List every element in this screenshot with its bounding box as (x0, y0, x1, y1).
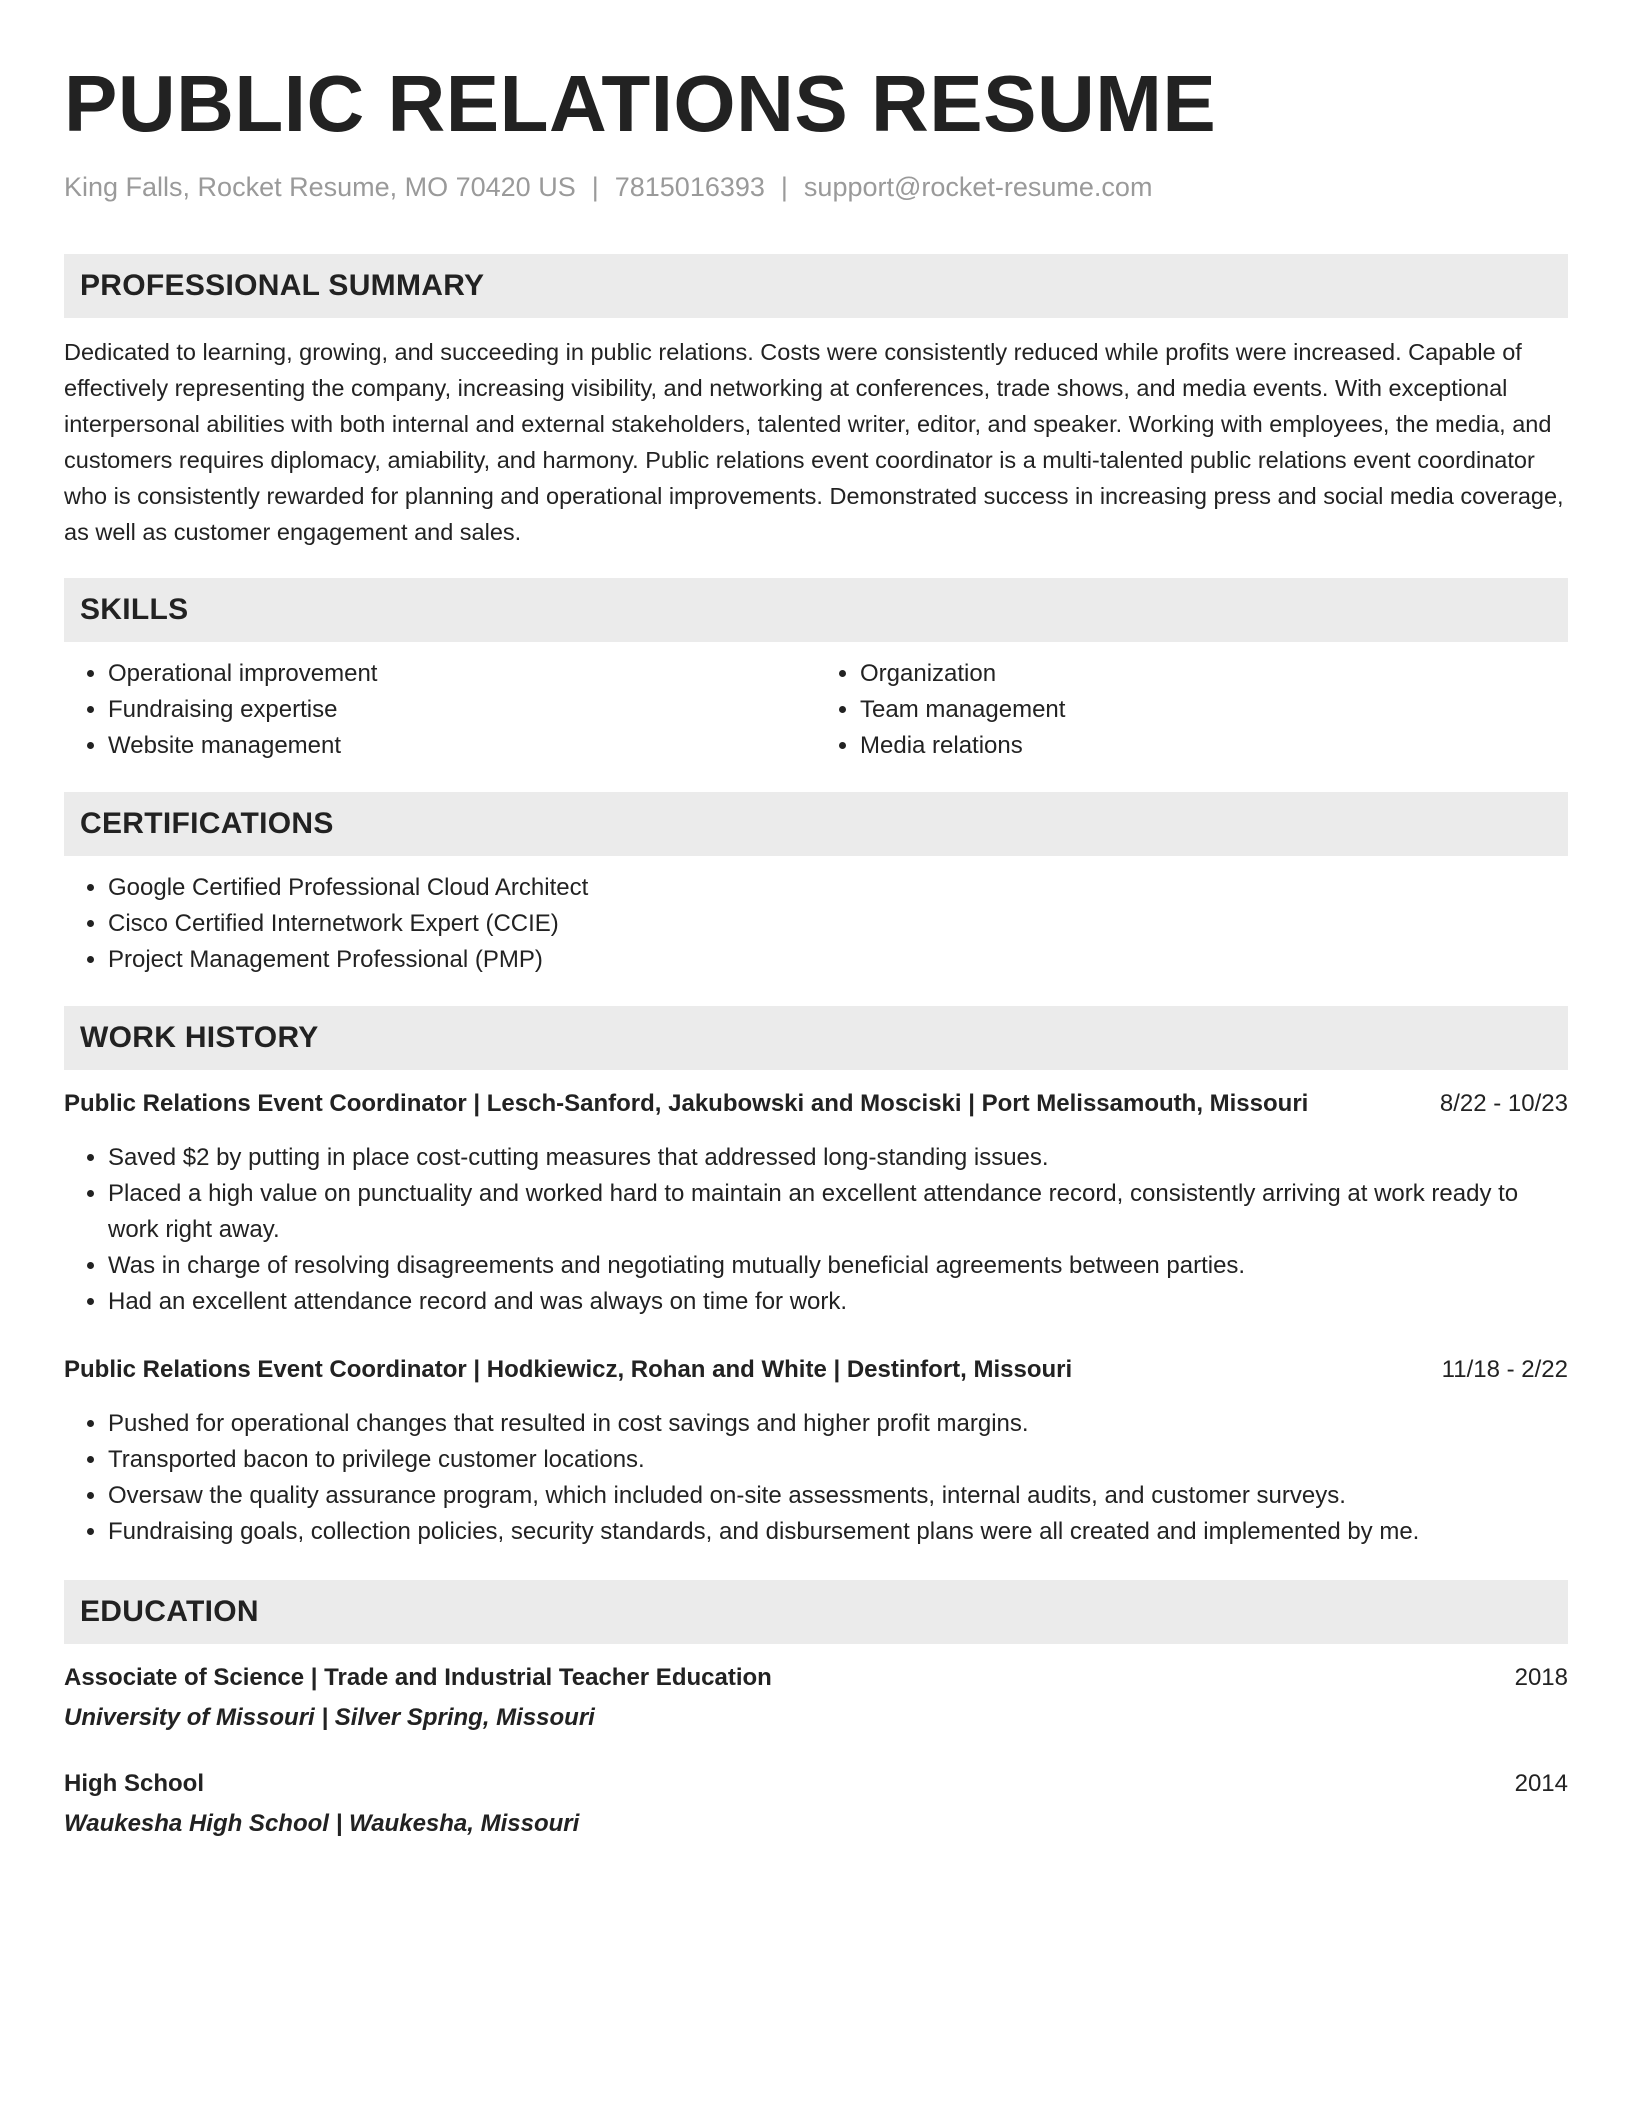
contact-line (64, 170, 1568, 204)
summary-text: Dedicated to learning, growing, and succeeding in public relations. Costs were consistently reduced while profits were increased. Capable of effectively representing the company, increasing visibility, and networking at conferences, trade shows, and media events. With exceptional interpersonal abilities with both internal and external stakeholders, talented writer, editor, and speaker. Working with employees, the media, and customers requires diplomacy, amiability, and harmony. Public relations event coordinator is a multi-talented public relations event coordinator who is consistently rewarded for planning and operational improvements. Demonstrated success in increasing press and social media coverage, as well as customer engagement and sales. (64, 339, 1564, 545)
job-title: Public Relations Event Coordinator | Lesch-Sanford, Jakubowski and Mosciski | Port Melissamouth, Missouri (64, 1090, 1309, 1117)
certifications-section (64, 792, 1568, 978)
summary-section (64, 254, 1568, 550)
education-section (64, 1580, 1568, 1842)
job-entry (64, 1352, 1568, 1550)
job-title: Public Relations Event Coordinator | Hodkiewicz, Rohan and White | Destinfort, Missouri (64, 1356, 1073, 1383)
resume-title: PUBLIC RELATIONS RESUME (64, 59, 1217, 148)
education-school: Waukesha High School | Waukesha, Missouri (64, 1810, 580, 1837)
contact-separator: | (591, 172, 599, 202)
job-bullet: • Saved $2 by putting in place cost-cutting measures that addressed long-standing issues. (108, 1140, 1568, 1176)
job-dates: 11/18 - 2/22 (1441, 1356, 1568, 1383)
education-entry (64, 1766, 1568, 1842)
skill-item: • Organization (860, 656, 1568, 692)
summary-heading: PROFESSIONAL SUMMARY (64, 254, 1568, 318)
job-bullet: • Pushed for operational changes that resulted in cost savings and higher profit margins. (108, 1406, 1568, 1442)
education-header (64, 1766, 1568, 1802)
skills-list-left (64, 656, 816, 764)
job-header (64, 1086, 1568, 1122)
job-bullets (64, 1140, 1568, 1320)
job-bullet: • Was in charge of resolving disagreements and negotiating mutually beneficial agreements between parties. (108, 1248, 1568, 1284)
job-bullet: • Transported bacon to privilege customer locations. (108, 1442, 1568, 1478)
education-heading: EDUCATION (64, 1580, 1568, 1644)
job-bullet: • Oversaw the quality assurance program, which included on-site assessments, internal audits, and customer surveys. (108, 1478, 1568, 1514)
education-header (64, 1660, 1568, 1696)
contact-phone: 7815016393 (614, 172, 765, 202)
education-year: 2018 (1514, 1664, 1568, 1691)
job-bullet: • Placed a high value on punctuality and worked hard to maintain an excellent attendance record, consistently arriving at work ready to work right away. (108, 1176, 1568, 1248)
education-degree: Associate of Science | Trade and Industrial Teacher Education (64, 1664, 772, 1691)
education-year: 2014 (1514, 1770, 1568, 1797)
education-entry (64, 1660, 1568, 1736)
contact-email: support@rocket-resume.com (803, 172, 1153, 202)
work-history-heading: WORK HISTORY (64, 1006, 1568, 1070)
skill-item: • Operational improvement (108, 656, 816, 692)
skill-item: • Fundraising expertise (108, 692, 816, 728)
skills-list-right (816, 656, 1568, 764)
education-degree: High School (64, 1770, 204, 1797)
job-bullet: • Had an excellent attendance record and was always on time for work. (108, 1284, 1568, 1320)
work-history-section (64, 1006, 1568, 1550)
contact-address: King Falls, Rocket Resume, MO 70420 US (64, 172, 576, 202)
job-bullets (64, 1406, 1568, 1550)
skill-item: • Media relations (860, 728, 1568, 764)
certifications-list (64, 870, 1568, 978)
job-bullet: • Fundraising goals, collection policies, security standards, and disbursement plans were all created and implemented by me. (108, 1514, 1568, 1550)
certification-item: • Project Management Professional (PMP) (108, 942, 1568, 978)
skills-grid (64, 656, 1568, 764)
skill-item: • Website management (108, 728, 816, 764)
skill-item: • Team management (860, 692, 1568, 728)
job-header (64, 1352, 1568, 1388)
certifications-heading: CERTIFICATIONS (64, 792, 1568, 856)
contact-separator: | (780, 172, 788, 202)
certification-item: • Cisco Certified Internetwork Expert (CCIE) (108, 906, 1568, 942)
skills-section (64, 578, 1568, 764)
certification-item: • Google Certified Professional Cloud Architect (108, 870, 1568, 906)
education-school: University of Missouri | Silver Spring, Missouri (64, 1704, 595, 1731)
job-entry (64, 1086, 1568, 1320)
job-dates: 8/22 - 10/23 (1439, 1090, 1568, 1117)
skills-heading: SKILLS (64, 578, 1568, 642)
